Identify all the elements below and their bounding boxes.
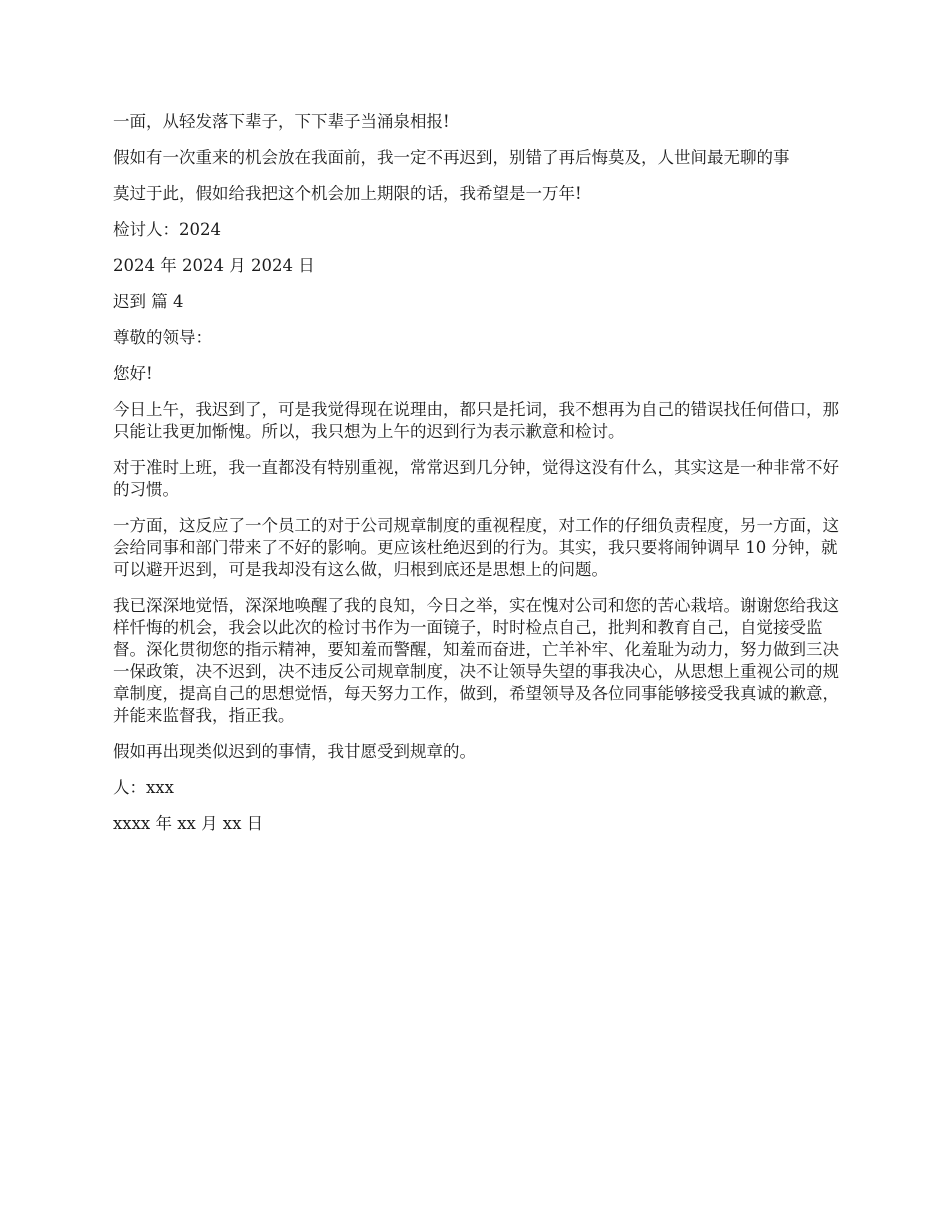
salutation: 尊敬的领导： (113, 328, 212, 347)
document-page (113, 111, 840, 849)
paragraph-closing-line: 一面，从轻发落下辈子，下下辈子当涌泉相报! (113, 112, 450, 131)
signature-reviewer: 检讨人：2024 (113, 220, 221, 239)
paragraph-ten-thousand-years: 莫过于此，假如给我把这个机会加上期限的话，我希望是一万年! (113, 184, 582, 203)
paragraph-awakening: 我已深深地觉悟，深深地唤醒了我的良知，今日之举，实在愧对公司和您的苦心栽培。谢谢您给我这样忏悔的机会，我会以此次的检讨书作为一面镜子，时时检点自己，批判和教育自己，自觉接受监督。深化贯彻您的指示精神，要知羞而警醒，知羞而奋进，亡羊补牢、化羞耻为动力，努力做到三决一保政策，决不迟到，决不违反公司规章制度，决不让领导失望的事我决心，从思想上重视公司的规章制度，提高自己的思想觉悟，每天努力工作，做到，希望领导及各位同事能够接受我真诚的歉意，并能来监督我，指正我。 (113, 596, 839, 725)
signature-date: 2024 年 2024 月 2024 日 (113, 256, 315, 275)
paragraph-on-one-hand: 一方面，这反应了一个员工的对于公司规章制度的重视程度，对工作的仔细负责程度，另一方面，这会给同事和部门带来了不好的影响。更应该杜绝迟到的行为。其实，我只要将闹钟调早 10 分钟，就可以避开迟到，可是我却没有这么做，归根到底还是思想上的问题。 (113, 516, 839, 579)
signature-date-placeholder: xxxx 年 xx 月 xx 日 (113, 814, 264, 833)
paragraph-second-chance: 假如有一次重来的机会放在我面前，我一定不再迟到，别错了再后悔莫及，人世间最无聊的事 (113, 148, 790, 167)
paragraph-late-this-morning: 今日上午，我迟到了，可是我觉得现在说理由，都只是托词，我不想再为自己的错误找任何借口，那只能让我更加惭愧。所以，我只想为上午的迟到行为表示歉意和检讨。 (113, 400, 839, 441)
greeting: 您好! (113, 364, 153, 383)
paragraph-if-again: 假如再出现类似迟到的事情，我甘愿受到规章的。 (113, 742, 476, 761)
paragraph-punctuality: 对于准时上班，我一直都没有特别重视，常常迟到几分钟，觉得这没有什么，其实这是一种非常不好的习惯。 (113, 458, 839, 499)
section-heading: 迟到 篇 4 (113, 292, 184, 311)
signature-person: 人：xxx (113, 778, 174, 797)
